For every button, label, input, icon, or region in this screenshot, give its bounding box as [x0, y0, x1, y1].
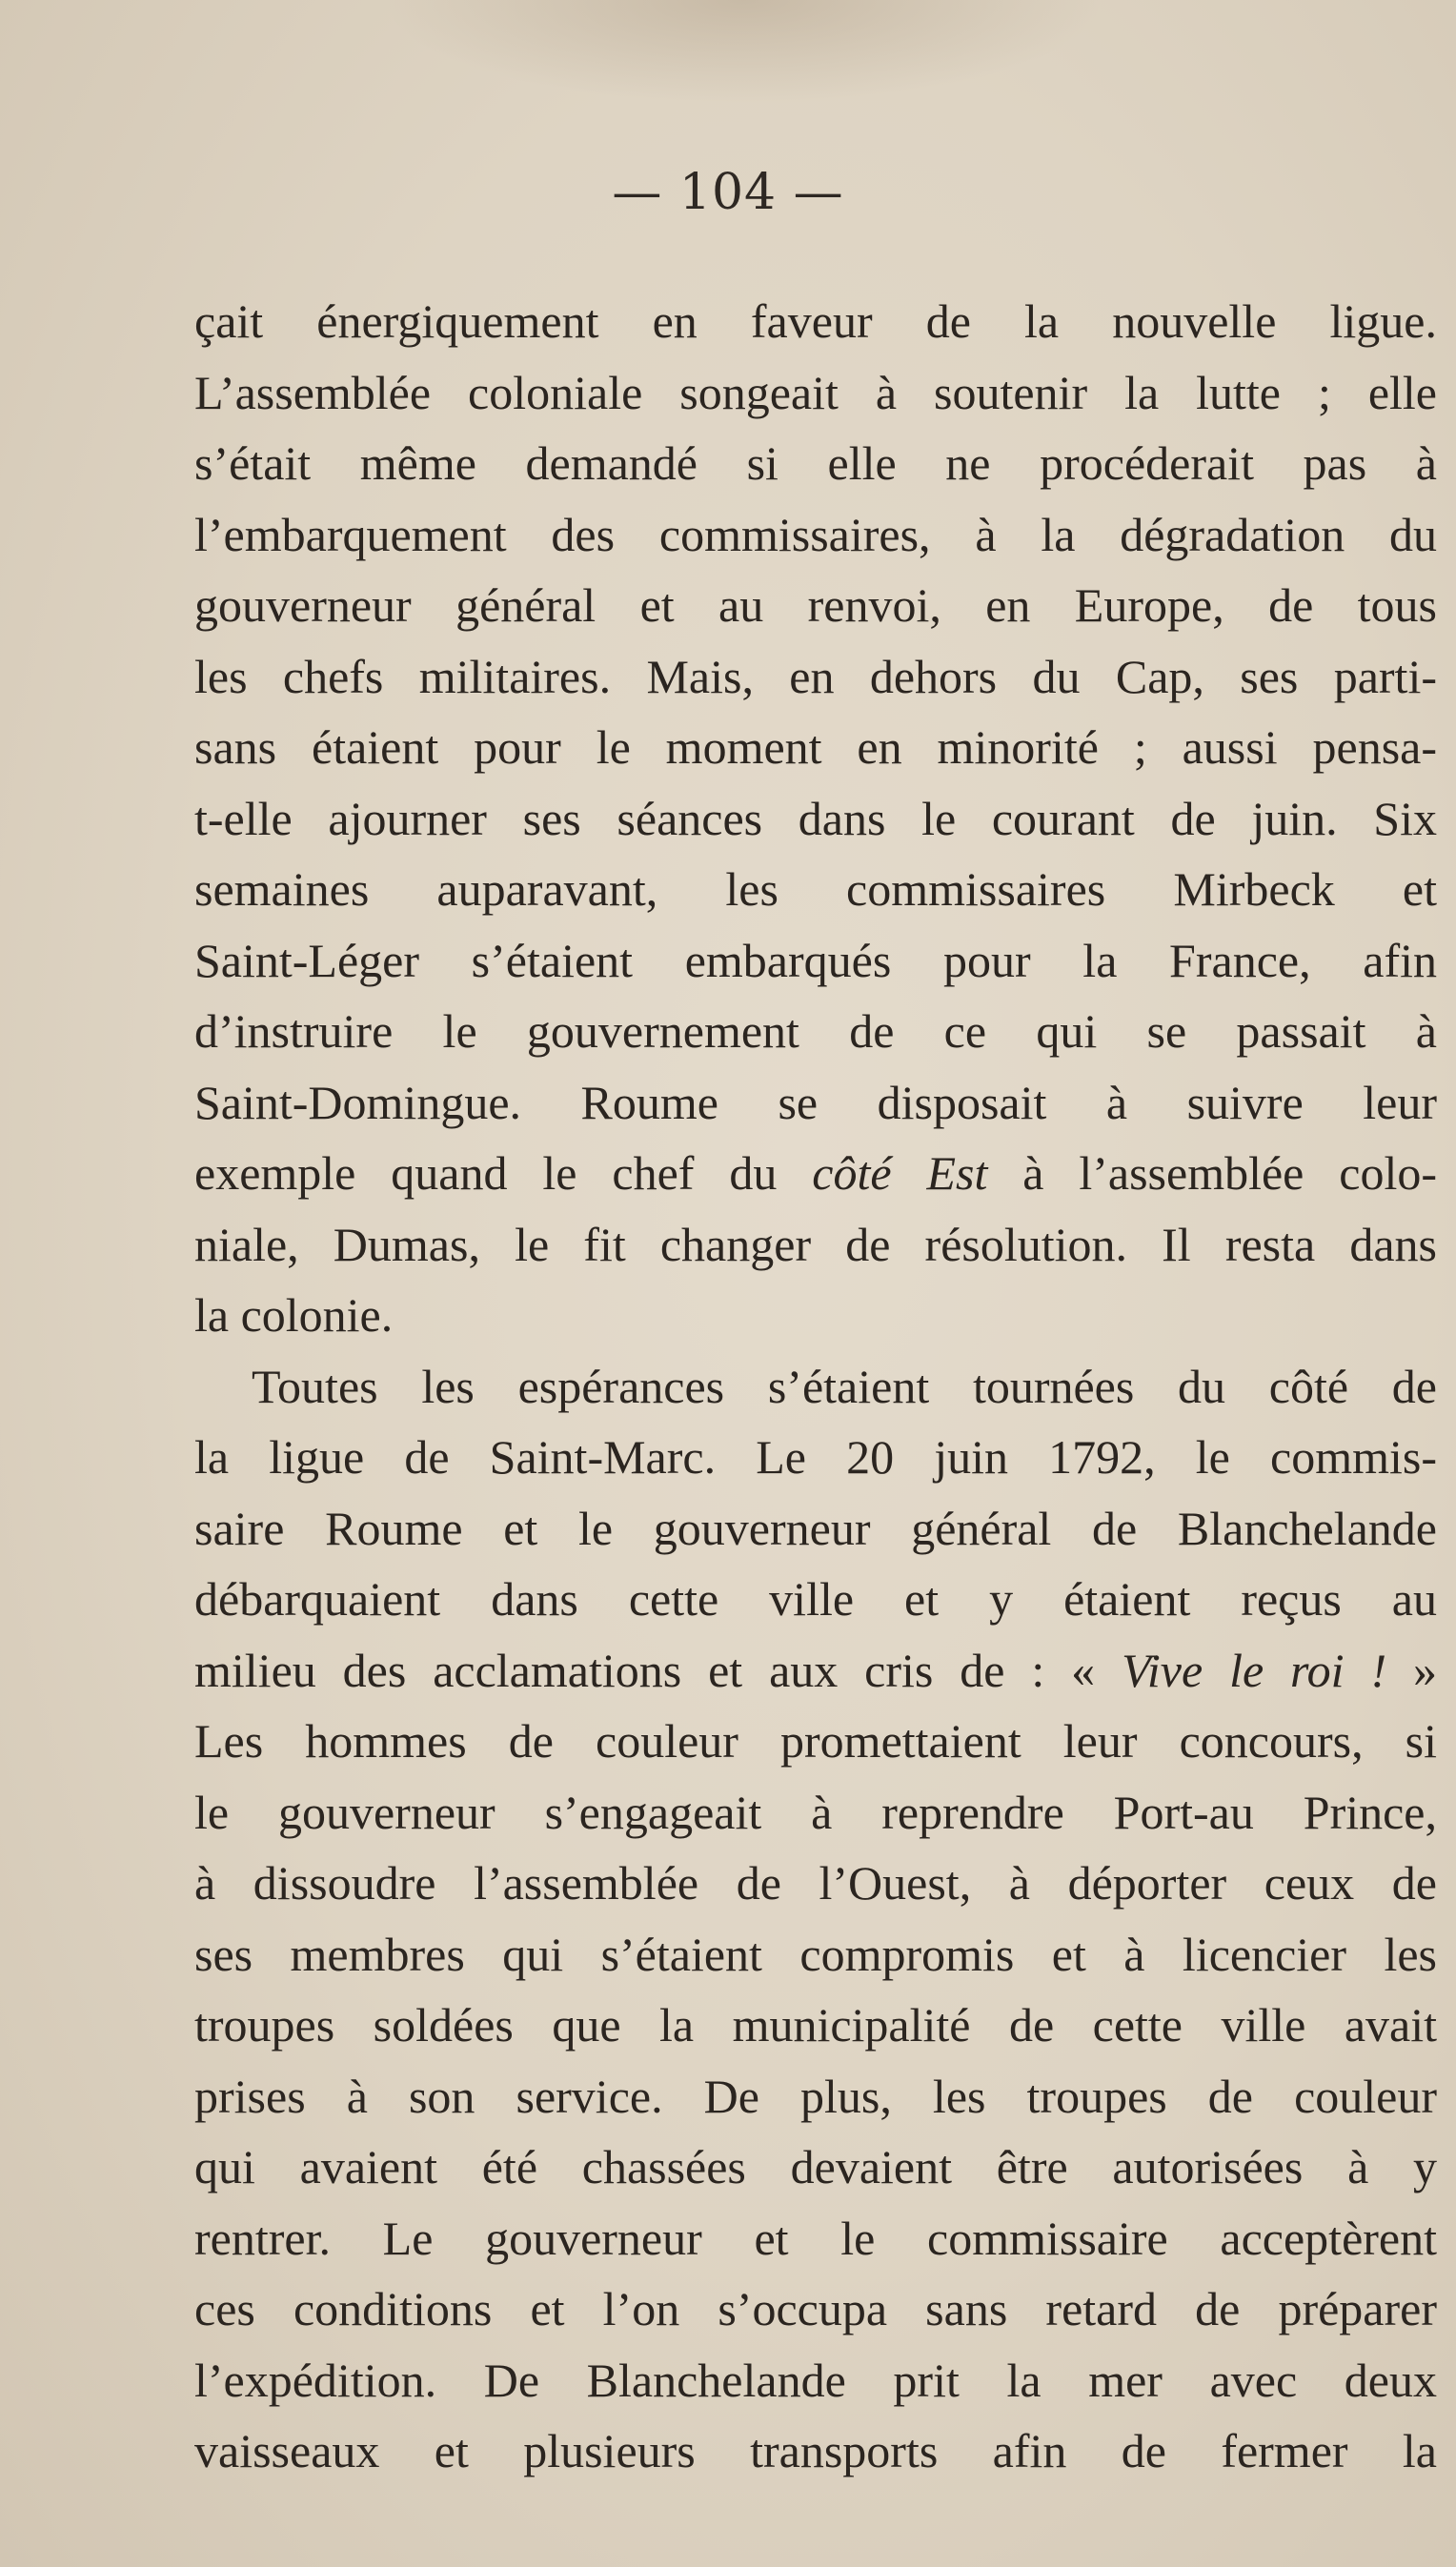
text-line: gouverneur général et au renvoi, en Europe, de tous [194, 578, 1437, 632]
text-line: ses membres qui s’étaient compromis et à licencier les [194, 1927, 1437, 1981]
text-line: Saint-Léger s’étaient embarqués pour la France, afin [194, 933, 1437, 987]
text-line: prises à son service. De plus, les troupes de couleur [194, 2069, 1437, 2123]
text-line: saire Roume et le gouverneur général de Blanchelande [194, 1501, 1437, 1555]
text-line: troupes soldées que la municipalité de cette ville avait [194, 1998, 1437, 2052]
text-line: d’instruire le gouvernement de ce qui se passait à [194, 1004, 1437, 1058]
text-line: Les hommes de couleur promettaient leur concours, si [194, 1714, 1437, 1768]
text-line: l’embarquement des commissaires, à la dégradation du [194, 507, 1437, 561]
text-line: L’assemblée coloniale songeait à soutenir la lutte ; elle [194, 365, 1437, 419]
text-line [194, 1635, 1437, 1707]
text-line: les chefs militaires. Mais, en dehors du Cap, ses parti- [194, 649, 1437, 703]
text-line: t-elle ajourner ses séances dans le courant de juin. Six [194, 791, 1437, 845]
text-line: le gouverneur s’engageait à reprendre Port-au Prince, [194, 1785, 1437, 1839]
text-line: la ligue de Saint-Marc. Le 20 juin 1792, le commis- [194, 1430, 1437, 1484]
text-line: l’expédition. De Blanchelande prit la mer avec deux [194, 2353, 1437, 2407]
text-line: rentrer. Le gouverneur et le commissaire acceptèrent [194, 2211, 1437, 2265]
text-line: semaines auparavant, les commissaires Mirbeck et [194, 862, 1437, 916]
text-line [194, 1138, 1437, 1209]
page-number: — 104 — [612, 164, 844, 221]
text-line: à dissoudre l’assemblée de l’Ouest, à déporter ceux de [194, 1856, 1437, 1910]
text-line: çait énergiquement en faveur de la nouvelle ligue. [194, 294, 1437, 348]
paper-stain [381, 0, 1105, 105]
text-line: niale, Dumas, le fit changer de résolution. Il resta dans [194, 1217, 1437, 1271]
italic-text: côté Est [812, 1146, 988, 1200]
text-segment: exemple quand le chef du [194, 1146, 813, 1200]
text-segment: à l’assemblée colo- [987, 1146, 1438, 1200]
body-text [194, 286, 1437, 2487]
text-line: Toutes les espérances s’étaient tournées du côté de [252, 1359, 1437, 1413]
text-line: sans étaient pour le moment en minorité ; aussi pensa- [194, 720, 1437, 774]
text-line: vaisseaux et plusieurs transports afin de fermer la [194, 2424, 1437, 2477]
italic-text: Vive le roi ! [1122, 1643, 1387, 1697]
text-line: la colonie. [194, 1288, 394, 1342]
text-line: ces conditions et l’on s’occupa sans retard de préparer [194, 2282, 1437, 2335]
text-line: débarquaient dans cette ville et y étaient reçus au [194, 1572, 1437, 1626]
text-line: s’était même demandé si elle ne procéderait pas à [194, 436, 1437, 490]
text-line: qui avaient été chassées devaient être autorisées à y [194, 2140, 1437, 2193]
text-line: Saint-Domingue. Roume se disposait à suivre leur [194, 1075, 1437, 1129]
text-segment: » [1386, 1643, 1438, 1697]
text-segment: milieu des acclamations et aux cris de : « [194, 1643, 1122, 1697]
